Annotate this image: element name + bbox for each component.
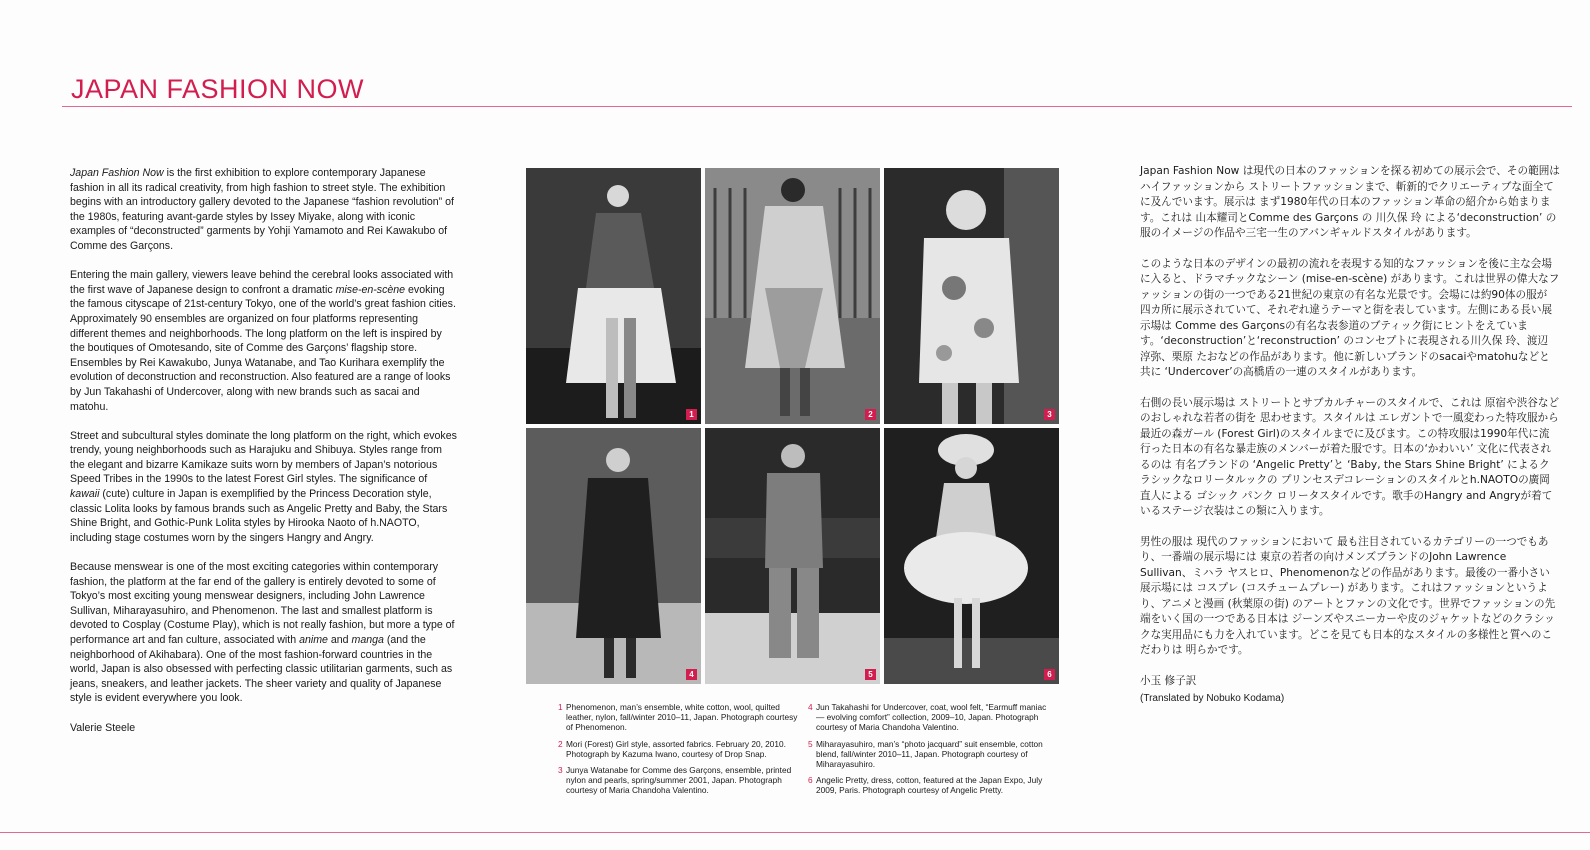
- jp-paragraph-1: Japan Fashion Now は現代の日本のファッションを探る初めての展示会で、その範囲は ハイファッションから ストリートファッションまで、斬新的でクリエーティブな面全てに及んでいます。展示は まず1980年代の日本のファッション革命の紹介から始まります。これは 山本耀司とComme des Garçons の 川久保 玲 による‘deconstruction’ の服のイメージの作品や三宅一生のアバンギャルドスタイルがあります。: [1140, 165, 1560, 239]
- english-essay: [70, 166, 458, 750]
- essay-paragraph-3: [70, 429, 458, 546]
- caption-text: Jun Takahashi for Undercover, coat, wool felt, “Earmuff maniac — evolving comfort” collection, 2009–10, Japan. Photograph courtesy of Maria Chandoha Valentino.: [816, 702, 1047, 733]
- page-title: JAPAN FASHION NOW: [71, 74, 365, 104]
- caption-number: 2: [558, 738, 563, 749]
- runway-photo-3: [884, 168, 1059, 424]
- bottom-divider: [0, 832, 1590, 833]
- caption-number: 3: [558, 765, 563, 776]
- author-signature: Valerie Steele: [70, 721, 136, 734]
- caption-1: [558, 702, 798, 733]
- japanese-essay: [1140, 164, 1560, 707]
- photo-number: 5: [865, 669, 876, 680]
- essay-italic-term: manga: [351, 634, 384, 646]
- captions-right: [808, 702, 1048, 802]
- caption-5: [808, 739, 1048, 770]
- essay-text: and: [327, 634, 352, 646]
- essay-paragraph-1: [70, 166, 458, 254]
- caption-text: Angelic Pretty, dress, cotton, featured at the Japan Expo, July 2009, Paris. Photograph courtesy of Angelic Pretty.: [816, 775, 1043, 796]
- caption-4: [808, 702, 1048, 733]
- photo-number: 1: [686, 409, 697, 420]
- exhibition-name: Japan Fashion Now: [70, 167, 164, 179]
- essay-text: evoking the famous cityscape of 21st-century Tokyo, one of the world’s great fashion cities. Approximately 90 ensembles are organized on four platforms representing different themes and neighborhoods. The long platform on the left is inspired by the boutiques of Omotesando, site of Comme des Garçons’ flagship store. Ensembles by Rei Kawakubo, Junya Watanabe, and Tao Kurihara exemplify the evolution of deconstruction and reconstruction. Also featured are a range of looks by Jun Takahashi of Undercover, along with new brands such as sacai and matohu.: [70, 283, 456, 413]
- caption-text: Mori (Forest) Girl style, assorted fabrics. February 20, 2010. Photograph by Kazuma Iwano, courtesy of Drop Snap.: [566, 738, 786, 759]
- runway-photo-6: [884, 428, 1059, 684]
- photo-grid: [534, 168, 1066, 692]
- essay-italic-term: kawaii: [70, 488, 100, 501]
- caption-text: Phenomenon, man’s ensemble, white cotton, wool, quilted leather, nylon, fall/winter 2010–11, Japan. Photograph courtesy of Phenomenon.: [566, 702, 798, 733]
- essay-text: Because menswear is one of the most exciting categories within contemporary fashion, the platform at the far end of the gallery is entirely devoted to some of Tokyo’s most exciting young menswear designers, including John Lawrence Sullivan, Miharayasuhiro, and Phenomenon. The last and smallest platform is devoted to Cosplay (Costume Play), which is not really fashion, but more a type of performance art and fan culture, associated with: [70, 561, 455, 646]
- caption-text: Miharayasuhiro, man’s “photo jacquard” suit ensemble, cotton blend, fall/winter 2010–11, Japan. Photograph courtesy of Miharayasuhiro.: [816, 738, 1043, 770]
- jp-paragraph-2: このような日本のデザインの最初の流れを表現する知的なファッションを後に主な会場に入ると、ドラマチックなシーン (mise-en-scène) があります。これは世界の偉大なファッションの街の一つである21世紀の東京の有名な光景です。会場には約90体の服が 四カ所に展示されていて、それぞれ違うテーマと街を表しています。左側にある長い展示場は Comme des Garçonsの有名な表参道のブティック街にヒントをえています。‘deconstruction’と‘reconstruction’ のコンセプトに表現される川久保 玲、渡辺 淳弥、栗原 たおなどの作品があります。他に新しいブランドのsacaiやmatohuなどと共に ‘Undercover’の高橋盾の一連のスタイルがあります。: [1140, 257, 1560, 378]
- photo-number: 2: [865, 409, 876, 420]
- captions-left: [558, 702, 798, 802]
- essay-italic-term: anime: [299, 634, 328, 646]
- caption-number: 1: [558, 702, 563, 712]
- caption-number: 4: [808, 702, 813, 712]
- essay-paragraph-2: [70, 268, 458, 414]
- essay-text: (cute) culture in Japan is exemplified by the Princess Decoration style, classic Lolita looks by famous brands such as Angelic Pretty and Baby, the Stars Shine Bright, and Gothic-Punk Lolita styles by Hirooka Naoto of h.NAOTO, including stage costumes worn by the singers Hangry and Angry.: [70, 488, 448, 544]
- photo-number: 3: [1044, 409, 1055, 420]
- jp-paragraph-4: 男性の服は 現代のファッションにおいて 最も注目されているカテゴリーの一つでもあり、一番端の展示場には 東京の若者の向けメンズブランドのJohn Lawrence Sullivan、ミハラ ヤスヒロ、Phenomenonなどの作品があります。最後の一番小さい展示場には コスプレ (コスチュームプレー) があります。これはファッションというより、アニメと漫画 (秋葉原の街) のアートとファンの文化です。世界でファッションの先端をいく国の一つである日本は ジーンズやスニーカーや皮のジャケットなどのクラシックな実用品にも力を入れています。どこを見ても日本的なスタイルの多様性と質へのこだわりは 明らかです。: [1140, 535, 1556, 656]
- caption-number: 5: [808, 738, 813, 749]
- caption-6: [808, 775, 1048, 795]
- title-divider: [62, 106, 1572, 107]
- jp-paragraph-3: 右側の長い展示場は ストリートとサブカルチャーのスタイルで、これは 原宿や渋谷などのおしゃれな若者の街を 思わせます。スタイルは エレガントで一風変わった特攻服から 最近の森ガール (Forest Girl)のスタイルまでに及びます。この特攻服は1990年代に流行った日本の有名な暴走族のメンバーが着た服です。日本の‘かわいい’ 文化に代表されるのは 有名ブランドの ‘Angelic Pretty’と ‘Baby, the Stars Shine Bright’ によるクラシックなロリータルックの プリンセスデコレーションのスタイルとh.NAOTOの廣岡 直人による ゴシック パンク ロリータスタイルです。歌手のHangry and Angryが着ているステージ衣装はこの類に入ります。: [1140, 396, 1560, 517]
- caption-3: [558, 765, 798, 796]
- essay-text: is the first exhibition to explore contemporary Japanese fashion in all its radical creativity, from high fashion to street style. The exhibition begins with an introductory gallery devoted to the Japanese “fashion revolution” of the 1980s, featuring avant-garde styles by Issey Miyake, along with iconic examples of “deconstructed” garments by Yohji Yamamoto and Rei Kawakubo of Comme des Garçons.: [70, 167, 454, 252]
- essay-text: (and the neighborhood of Akihabara). One of the most fashion-forward countries in the world, Japan is also obsessed with perfecting classic utilitarian garments, such as jeans, sneakers, and leather jackets. The sheer variety and quality of Japanese style is evident everywhere you look.: [70, 634, 453, 705]
- photo-number: 4: [686, 669, 697, 680]
- runway-photo-5: [705, 428, 880, 684]
- essay-text: Street and subcultural styles dominate the long platform on the right, which evokes trendy, young neighborhoods such as Harajuku and Shibuya. Styles range from the elegant and bizarre Kamikaze suits worn by members of Japan’s notorious Speed Tribes in the 1990s to the latest Forest Girl styles. The significance of: [70, 429, 457, 486]
- photo-number: 6: [1044, 669, 1055, 680]
- runway-photo-1: [526, 168, 701, 424]
- street-photo-2: [705, 168, 880, 424]
- essay-italic-term: mise-en-scène: [335, 283, 406, 296]
- essay-text: Entering the main gallery, viewers leave behind the cerebral looks associated with the first wave of Japanese design to confront a dramatic: [70, 269, 454, 296]
- essay-paragraph-4: [70, 560, 458, 706]
- caption-number: 6: [808, 775, 813, 786]
- caption-2: [558, 739, 798, 759]
- translation-credit: (Translated by Nobuko Kodama): [1140, 693, 1285, 704]
- runway-photo-4: [526, 428, 701, 684]
- translator-signature: 小玉 修子訳: [1140, 674, 1197, 687]
- caption-text: Junya Watanabe for Comme des Garçons, ensemble, printed nylon and pearls, spring/summer 2001, Japan. Photograph courtesy of Maria Chandoha Valentino.: [566, 765, 792, 796]
